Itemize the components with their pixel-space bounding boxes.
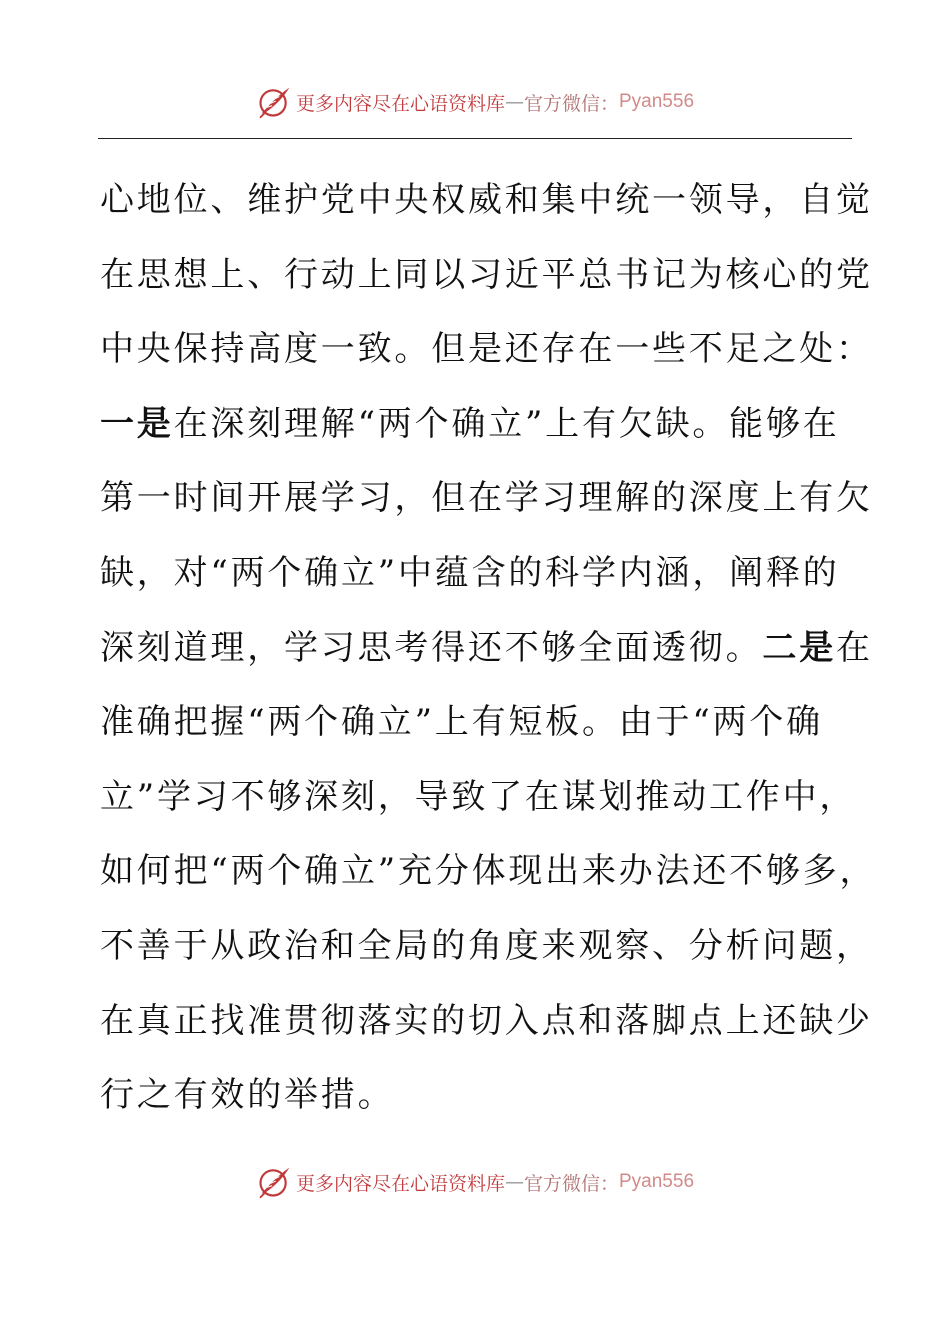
text-line — [100, 238, 873, 313]
quill-pen-logo-icon — [256, 84, 292, 120]
text-line — [100, 834, 877, 909]
header-banner — [0, 82, 950, 122]
text-line — [100, 1058, 870, 1133]
document-body — [100, 163, 877, 1133]
bold-heading-marker: 一是 — [100, 403, 174, 444]
banner-wechat-label: 官方微信： — [523, 92, 619, 115]
banner-brand-text: 更多内容尽在心语资料库 — [295, 92, 505, 115]
text-segment: 在真正找准贯彻落实的切入点和落脚点上还缺少 — [100, 1000, 873, 1041]
text-segment: 缺，对“两个确立”中蕴含的科学内涵，阐释的 — [100, 552, 840, 593]
banner-wechat-label: 官方微信： — [523, 1172, 619, 1195]
text-line — [100, 611, 873, 686]
banner-separator: — — [504, 91, 524, 113]
banner-wechat-id: Pyan556 — [619, 1171, 695, 1192]
bold-heading-marker: 二是 — [762, 627, 837, 668]
text-line — [100, 984, 873, 1059]
text-segment: 在思想上、行动上同以习近平总书记为核心的党 — [100, 254, 873, 295]
text-segment: 准确把握“两个确立”上有短板。由于“两个确 — [100, 702, 823, 743]
text-segment: 在 — [836, 627, 873, 668]
text-segment: 深刻道理，学习思考得还不够全面透彻。 — [100, 627, 763, 668]
text-segment: 心地位、维护党中央权威和集中统一领导，自觉 — [100, 180, 873, 220]
banner-wechat-id: Pyan556 — [619, 91, 695, 112]
text-segment: 在深刻理解“两个确立”上有欠缺。能够在 — [173, 403, 840, 444]
header-divider — [98, 138, 852, 139]
text-line — [100, 387, 870, 462]
text-line — [100, 760, 870, 835]
text-line — [100, 461, 873, 536]
text-segment: 中央保持高度一致。但是还存在一些不足之处： — [100, 329, 873, 370]
footer-banner — [0, 1162, 950, 1202]
quill-pen-logo-icon — [256, 1164, 292, 1200]
text-line — [100, 536, 870, 611]
banner-separator: — — [504, 1171, 524, 1193]
text-segment: 行之有效的举措。 — [100, 1075, 395, 1116]
banner-brand-text: 更多内容尽在心语资料库 — [295, 1172, 505, 1195]
text-segment: 不善于从政治和全局的角度来观察、分析问题， — [100, 925, 873, 966]
text-line — [100, 685, 870, 760]
text-line — [100, 163, 873, 238]
text-segment: 立”学习不够深刻，导致了在谋划推动工作中， — [100, 776, 857, 817]
text-segment: 如何把“两个确立”充分体现出来办法还不够多， — [100, 851, 877, 892]
text-line — [100, 909, 873, 984]
text-line — [100, 312, 873, 387]
text-segment: 第一时间开展学习，但在学习理解的深度上有欠 — [100, 478, 873, 519]
